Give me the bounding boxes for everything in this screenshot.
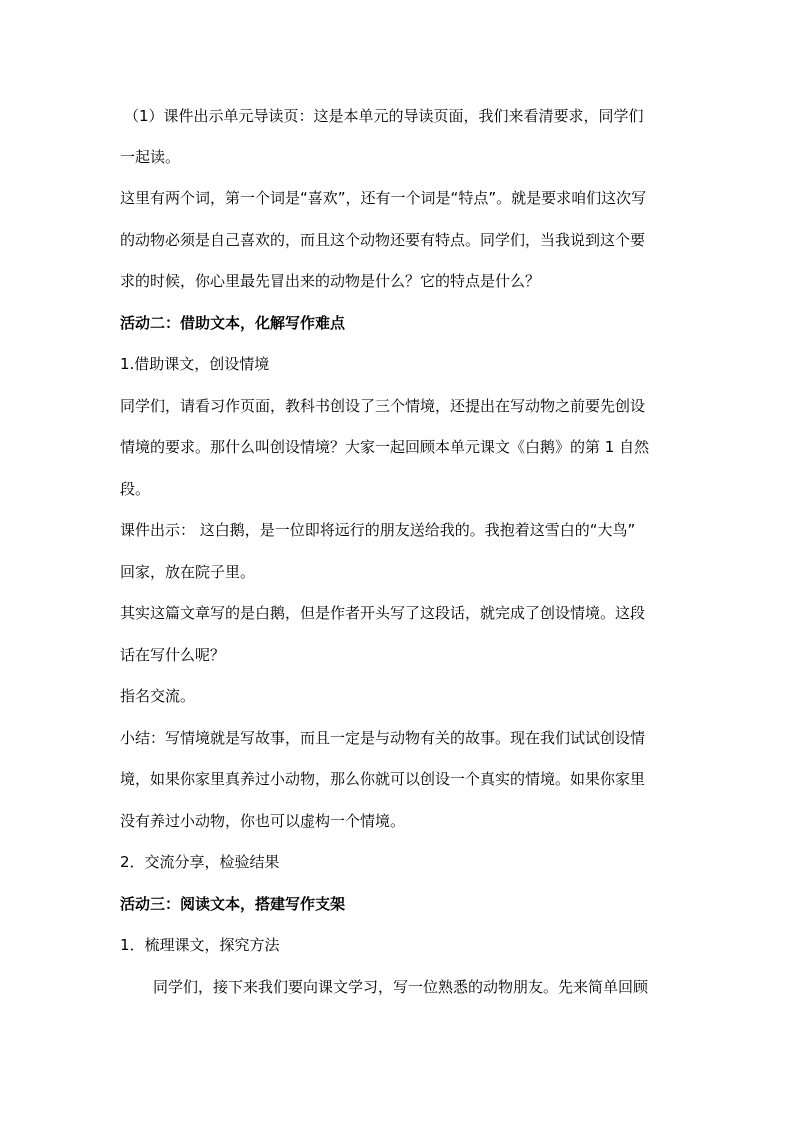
paragraph-line: 其实这篇文章写的是白鹅，但是作者开头写了这段话，就完成了创设情境。这段 <box>120 604 646 622</box>
subheading: 1．梳理课文，探究方法 <box>120 936 280 954</box>
subheading: 2．交流分享，检验结果 <box>120 853 280 871</box>
paragraph-line: 指名交流。 <box>120 687 196 705</box>
paragraph-line: 段。 <box>120 480 151 498</box>
quote-line: 课件出示： 这白鹅，是一位即将远行的朋友送给我的。我抱着这雪白的“大鸟” <box>120 521 636 539</box>
paragraph-line: 一起读。 <box>120 148 181 166</box>
paragraph-line: 同学们，请看习作页面，教科书创设了三个情境，还提出在写动物之前要先创设 <box>120 397 646 415</box>
paragraph-line: 这里有两个词，第一个词是“喜欢”，还有一个词是“特点”。就是要求咱们这次写 <box>120 189 647 207</box>
paragraph-line: （1）课件出示单元导读页：这是本单元的导读页面，我们来看清要求，同学们 <box>124 107 644 125</box>
paragraph-line: 境，如果你家里真养过小动物，那么你就可以创设一个真实的情境。如果你家里 <box>120 770 646 788</box>
paragraph-line: 话在写什么呢？ <box>120 646 226 664</box>
paragraph-line: 没有养过小动物，你也可以虚构一个情境。 <box>120 812 406 830</box>
paragraph-line: 求的时候，你心里最先冒出来的动物是什么？它的特点是什么？ <box>120 272 541 290</box>
paragraph-line: 的动物必须是自己喜欢的，而且这个动物还要有特点。同学们，当我说到这个要 <box>120 231 646 249</box>
quote-line: 回家，放在院子里。 <box>120 563 256 581</box>
paragraph-line: 同学们，接下来我们要向课文学习，写一位熟悉的动物朋友。先来简单回顾 <box>153 978 649 996</box>
paragraph-line: 情境的要求。那什么叫创设情境？大家一起回顾本单元课文《白鹅》的第 1 自然 <box>120 438 650 456</box>
subheading: 1.借助课文，创设情境 <box>120 355 270 373</box>
paragraph-line: 小结：写情境就是写故事，而且一定是与动物有关的故事。现在我们试试创设情 <box>120 729 646 747</box>
section-heading: 活动二：借助文本，化解写作难点 <box>120 314 346 332</box>
section-heading: 活动三：阅读文本，搭建写作支架 <box>120 895 346 913</box>
